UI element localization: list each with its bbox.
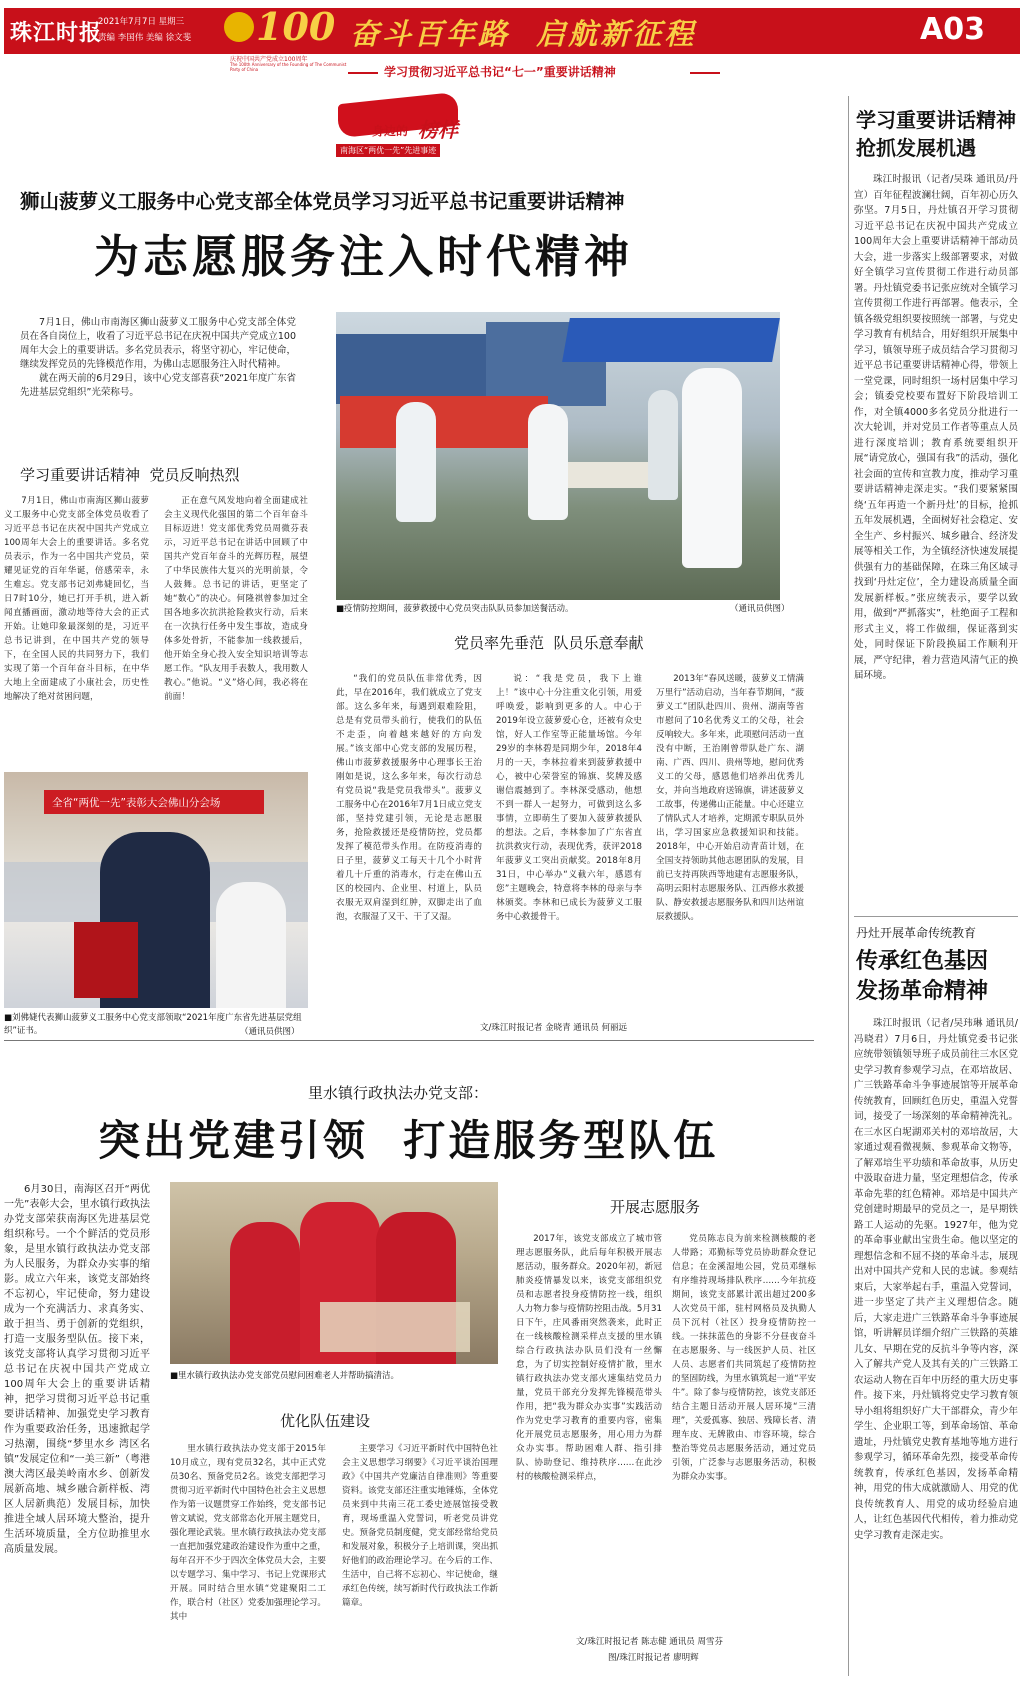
section2-column-1 [336,672,482,1006]
paragraph: 珠江时报讯（记者/吴玮琳 通讯员/冯晓君）7月6日，丹灶镇党委书记张应统带领镇领导班子成员前往三水区党史学习教育参观学习点，在邓培故居、广三铁路革命斗争事迹展馆等开展革命传统教育，回顾红色历史，重温入党誓词，接受了一场深刻的革命精神洗礼。在三水区白坭湖邓关村的邓培故居，大家通过观看微视频、参观革命文物等，了解邓培生平功绩和革命故事，从历史中汲取奋进力量，坚定理想信念，传承革命先辈的红色精神。邓培是中国共产党创建时期最早的党员之一，是早期铁路工人运动的先驱。1927年，他为党的革命事业献出宝贵生命。他以坚定的理想信念和不屈不挠的革命斗志，展现出对中国共产党和人民的忠诚。参观结束后，大家举起右手，重温入党誓词，进一步坚定了共产主义理想信念。随后，大家走进广三铁路革命斗争事迹展馆，听讲解员详细介绍广三铁路的英雄儿女、早期在党的反抗斗争等内容，深入了解共产党人及其有关的广三铁路工农运动人物在百年中历经的重大历史事件。接下来，丹灶镇将党史学习教育领导小组将组织好广大干部群众，青少年学生、企业职工等，到革命场馆、革命遗址，丹灶镇党史教育基地等地方进行参观学习，循环革命先烈，接受革命传统教育，传承红色基因，发扬革命精神，用党的伟大成就激励人、用党的优良传统教育人、用党的成功经验启迪人，让红色基因代代相传，着力推动党史学习教育走深走实。 [854,1018,1018,1541]
photo2-caption: ■刘佛婕代表狮山菠萝义工服务中心党支部领取“2021年度广东省先进基层党组织”证书。 [4,1013,302,1036]
photo-tent [562,318,780,362]
sidebar1-headline-1: 学习重要讲话精神 [856,108,1016,132]
photo1-caption: ■疫情防控期间，菠萝救援中心党员突击队队员参加送餐活动。 [336,604,574,614]
sidebar2-body [854,1016,1018,1676]
stage-banner-text: 全省“两优一先”表彰大会佛山分会场 [52,797,221,809]
article2-section2-col1 [516,1232,662,1610]
sidebar2-headline-2: 发扬革命精神 [856,979,989,1004]
volunteer-figure [682,368,742,568]
party-emblem-icon [224,12,254,42]
section2-column-2 [496,672,642,1006]
section2-title: 党员率先垂范 队员乐意奉献 [454,634,644,652]
sidebar-rule [854,916,1018,917]
section1-column-2 [164,494,308,774]
volunteer-figure [396,402,436,522]
section1-title: 学习重要讲话精神 党员反响热烈 [20,466,240,484]
article2-section2-col2 [672,1232,816,1610]
article1-lead [20,316,296,400]
article2-left-column [4,1182,150,1642]
page-number: A03 [920,12,985,47]
paragraph: 7月1日，佛山市南海区狮山菠萝义工服务中心党支部全体党员收看了习近平总书记在庆祝中国共产党成立100周年大会上的重要讲话。多名党员表示，作为一名中国共产党员，荣耀见证党的百年华诞，倍感荣幸，永生难忘。党支部书记刘弗婕回忆，当日7时10分，她已打开手机，进入新闻直播画面，激动地等待大会的正式开始。让她印象最深刻的是，习近平总书记讲到，在中国共产党的领导下，在全国人民的共同努力下，我们实现了第一个百年奋斗目标，在中华大地上全面建成了小康社会，历史性地解决了绝对贫困问题， [4,496,149,702]
photo2-credit: （通讯员供图） [240,1027,300,1037]
paragraph: 里水镇行政执法办党支部于2015年10月成立，现有党员32名，其中正式党员30名、预备党员2名。该党支部把学习贯彻习近平新时代中国特色社会主义思想作为第一议题贯穿工作始终，党支部书记曾文斌说，党支部常态化开展主题党日，强化理论武装。里水镇行政执法办党支部一直把加强党建政治建设作为重中之重，每年召开不少于四次全体党员大会，主要以专题学习、集中学习、书记上党课形式开展。同时结合里水镇“党建聚阳二工作，联合村（社区）党委加强理论学习。其中 [170,1444,326,1622]
photo3-caption: ■里水镇行政执法办党支部党员慰问困难老人并帮助搞清洁。 [170,1371,400,1381]
sidebar2-kicker: 丹灶开展革命传统教育 [856,926,977,940]
article1-byline: 文/珠江时报记者 金晓青 通讯员 何丽远 [480,1023,627,1033]
paragraph: 主要学习《习近平新时代中国特色社会主义思想学习纲要》《习近平谈治国理政》《中国共产党廉洁自律准则》等重要资料。该党支部还注重实地锤炼，全体党员来到中共南三花工委史迹展馆接受教育，现场重温入党誓词，听老党员讲党史。预备党员制度健，党支部经常给党员和发展对象，积极分子上培训课，突出抓好他们的政治理论学习。在今后的工作、生活中，自己将不忘初心、牢记使命，继承红色传统，续写新时代行政执法工作新篇章。 [342,1444,498,1608]
paper-name: 珠江时报 [10,20,103,46]
paragraph: 珠江时报讯（记者/吴珠 通讯员/丹宣）百年征程波澜壮阔，百年初心历久弥坚。7月5日，丹灶镇召开学习贯彻习近平总书记在庆祝中国共产党成立100周年大会上重要讲话精神干部动员大会，进一步落实上级部署要求，对做好全镇学习宣传贯彻工作进行动员部署。丹灶镇党委书记张应统对全镇学习宣传贯彻工作进行再部署。他表示，全镇各级党组织要按照统一部署，与党史学习教育有机结合，用好组织开展集中学习，镇领导班子成员结合学习贯彻习近平总书记重要讲话精神心得，带领上一堂党课，同时组织一场村居集中学习会；镇委党校要布置好下阶段培训工作，对全镇4000多名党员分批进行一次大轮训，并对党员工作者等重点人员进行深度培训；教育系统要组织开展“请党放心，强国有我”的活动，强化社会面的宣传和宣教力度，推动学习重要讲话精神走深走实。“我们要紧紧围绕‘五年再造一个新丹灶’的目标，抢抓五年发展机遇，全面树好社会稳定、安全生产、乡村振兴、城乡融合、经济发展等相关工作，为全镇经济快速发展提供强有力的基础保障，在珠三角区域寻找到‘丹灶定位’，全力建设高质量全面发展新样板。”张应统表示，要学以致用，做到“严抓落实”，杜绝面子工程和形式主义，将工作做细，保证落到实处，同时保证下阶段换届工作顺利开展，严守纪律，着力营造风清气正的换届环境。 [854,174,1018,681]
article2-section1-col1 [170,1442,326,1678]
column-title-b: 榜样 [418,118,458,142]
page-slogan: 奋斗百年路 启航新征程 [350,17,697,51]
article1-kicker: 狮山菠萝义工服务中心党支部全体党员学习习近平总书记重要讲话精神 [20,190,625,213]
article2-byline-1: 文/珠江时报记者 陈志健 通讯员 周雪芬 [576,1637,723,1647]
paragraph: 正在意气风发地向着全面建成社会主义现代化强国的第二个百年奋斗目标迈进！党支部优秀党员周微芬表示，习近平总书记在讲话中回顾了中国共产党百年奋斗的光辉历程，展望了中华民族伟大复兴的光明前景，令人鼓舞。总书记的讲话，更坚定了她“数心”的决心。何隆祺曾参加过全国各地多次抗洪抢险救灾行动，后来在一次执行任务中发生事故，造成身体多处骨折，不能参加一线救援后，他开始全身心投入安全知识培训等志愿工作。“队友用手表数人，我用数人教心。”他说。“义”烙心间，我必将在前面！ [164,496,308,702]
table-items [320,1302,470,1352]
article1-headline: 为志愿服务注入时代精神 [94,230,634,283]
article2-kicker: 里水镇行政执法办党支部： [308,1084,489,1102]
article2-headline: 突出党建引领 打造服务型队伍 [98,1116,719,1165]
article2-section1-title: 优化队伍建设 [280,1412,371,1430]
elderly-visit-photo [170,1182,498,1364]
lead-paragraph-2: 就在两天前的6月29日，该中心党支部喜获“2021年度广东省先进基层党组织”光荣称号。 [20,373,296,398]
article2-byline-2: 图/珠江时报记者 廖明辉 [608,1653,699,1663]
award-guest [216,882,286,1008]
column-title-a: 身边的 [372,124,409,138]
anniversary-logo [222,4,347,72]
award-certificate [74,922,138,998]
award-photo [4,772,308,1008]
column-logo [330,92,470,162]
page-editors: 责编 李国伟 美编 徐文斐 [98,33,192,43]
volunteer-figure [528,404,568,520]
paragraph: 2017年，该党支部成立了城市管理志愿服务队，此后每年积极开展志愿活动，服务群众。2020年初，新冠肺炎疫情暴发以来，该党支部组织党员和志愿者投身疫情防控一线，组织人力物力参与疫情防控阻击战。5月31日下午，庄风番雨突然袭来，此时正在一线核酸检测采样点支援的里水镇综合行政执法办队员们没有一丝懈怠，为了切实控制好疫情扩散，里水镇行政执法办党支部火速集结党员力量，党员干部充分发挥先锋模范带头作用，把“我为群众办实事”实践活动作为党史学习教育的重要内容，密集化开展党员志愿服务，用心用力为群众办实事。帮助困难人群、指引排队、协助登记、维持秩序……在此沙村的核酸检测采样点， [516,1234,662,1482]
masthead-subslogan: 学习贯彻习近平总书记“七一”重要讲话精神 [384,65,616,79]
volunteer-figure [648,390,678,500]
subslogan-rule-right [690,72,720,74]
masthead [0,0,1024,88]
photo-barrier [340,396,548,448]
sidebar2-headline-1: 传承红色基因 [856,949,989,974]
paragraph: 说：“我是党员，我下上谁上！”该中心十分注重文化引领，用爱呼唤爱，影响到更多的人。中心于2019年设立菠萝爱心仓，还被有众史馆，好人工作室等正能量场馆。今年29岁的李林碧是同期少年，2018年4月的一天，李林拉着来到菠萝救援中心，被中心荣誉室的锦旗、奖牌及感谢信震撼到了。李林深受感动，他想不到一群人一起努力，可做到这么多事情，立即萌生了要加入菠萝救援队的想法。之后，李林参加了广东省直抗洪救灾行动，表现优秀，获评2018年菠萝义工突出贡献奖。2018年8月31日，中心举办“义截六年，感恩有您”主题晚会，特意将李林的母亲与李林颁奖。李林和已成长为菠萝义工服务中心救援骨干。 [496,674,642,922]
article2-section1-col2 [342,1442,498,1678]
article2-section2-title: 开展志愿服务 [610,1198,701,1216]
anniversary-caption-en: The 100th Anniversary of the Founding of The Communist Party of China [230,62,347,72]
lead-paragraph-1: 7月1日，佛山市南海区狮山菠萝义工服务中心党支部全体党员在各自岗位上，收看了习近平总书记在庆祝中国共产党成立100周年大会上的重要讲话。多名党员表示，将坚守初心，牢记使命，继续发挥党员的先锋模范作用，为佛山志愿服务注入时代精神。 [20,317,296,370]
anniversary-number: 100 [256,4,336,49]
section1-column-1 [4,494,149,774]
section2-column-3 [656,672,804,1006]
article-divider [4,1040,814,1041]
anniversary-caption: 庆祝中国共产党成立100周年 [230,56,308,63]
member-figure [230,1222,300,1364]
paragraph: 2013年“春风送暖，菠萝义工情满万里行”活动启动，当年春节期间，“菠萝义工”团队赴四川、贵州、湖南等省市慰问了10名优秀义工的父母，社会反响较大。多年来，此项慰问活动一直没有中断，王治刚曾带队赴广东、湖南、广西、四川、贵州等地，慰问优秀义工的父母，感恩他们培养出优秀儿女，并向当地政府送锦旗，讲述菠萝义工故事，传递佛山正能量。中心还建立了情队式人才培养，定期派专职队员外出，学习国家应急救援知识和技能。2018年，中心开始启动青苗计划，在全国支持领助其他志愿团队的发展，目前已支持再陕西等地建有志愿服务队，高明云阳村志愿服务队、江西修水救援队、静安救援志愿服务队和四川达州谊辰救援队。 [656,674,804,922]
paragraph: 6月30日，南海区召开“两优一先”表彰大会，里水镇行政执法办党支部荣获南海区先进基层党组织称号。一个个鲜活的党员形象，是里水镇行政执法办党支部为人民服务，为群众办实事的缩影。成立六年来，该党支部始终不忘初心，牢记使命，努力建设成为一个充满活力、求真务实、敢于担当、勇于创新的党组织，打造一支服务型队伍。接下来，该党支部将认真学习贯彻习近平总书记在庆祝中国共产党成立100周年大会上的重要讲话精神，把学习贯彻习近平总书记重要讲话精神、加强党史学习教育作为重要政治任务，迅速掀起学习热潮，围绕“梦里水乡 湾区名镇”发展定位和“一美三新”（粤港澳大湾区最美岭南水乡、创新发展新高地、城乡融合新样板、湾区人居新典范）发展目标，加快推进全域人居环境大整治，提升生活环境质量，全方位助推里水高质量发展。 [4,1184,150,1555]
photo1-credit: （通讯员供图） [730,604,790,614]
paragraph: 党员陈志良为前来检测核酸的老人带路；邓勤标等党员协助群众登记信息；在金溪湿地公园，党员邓继标有序维持现场排队秩序……今年抗疫期间，该党支部累计派出超过200多人次党员干部，驻村网格员及执勤人员下沉村（社区）投身疫情防控一线。一抹抹蓝色的身影不分昼夜奋斗在志愿服务、与一线医护人员、社区人员、志愿者们共同筑起了疫情防控的坚固防线，为里水镇筑起一道“平安牛”。除了参与疫情防控，该党支部还结合主题日活动开展人居环境“三清理”，关爱孤寡、独居、残障长者、清理车皮、无牌散由、市容环境，综合整治等党员志愿服务活动，通过党员引领，广泛参与志愿服务活动，积极为群众办实事。 [672,1234,816,1482]
column-subtitle: 南海区“两优一先”先进事迹 [336,144,440,157]
volunteers-photo [336,312,780,600]
sidebar-divider [848,96,849,1676]
subslogan-rule-left [348,72,378,74]
sidebar1-body [854,172,1018,820]
sidebar1-headline-2: 抢抓发展机遇 [856,136,976,160]
paragraph: “我们的党员队伍非常优秀，因此，早在2016年，我们就成立了党支部。这么多年来，每遇到艰难险阻，总是有党员带头前行，使我们的队伍不走歪，向着越来越好的方向发展。”该支部中心党支部的发展历程，佛山市菠萝救援服务中心理事长王治刚如是说，这么多年来，每次行动总有党员说“我是党员我带头”。菠萝义工服务中心在2016年7月1日成立党支部，坚持党建引领，无论是志愿服务，抢险救援还是疫情防控，党员都发挥了模范带头作用。在防疫消毒的日子里，菠萝义工每天十几个小时背着几十斤重的消毒水，行走在佛山五区的校园内、企业里、村道上，队员衣服无双肩湿到红肿，双脚走出了血泡，衣服湿了又干、干了又湿。 [336,674,482,922]
issue-date: 2021年7月7日 星期三 [98,17,185,27]
